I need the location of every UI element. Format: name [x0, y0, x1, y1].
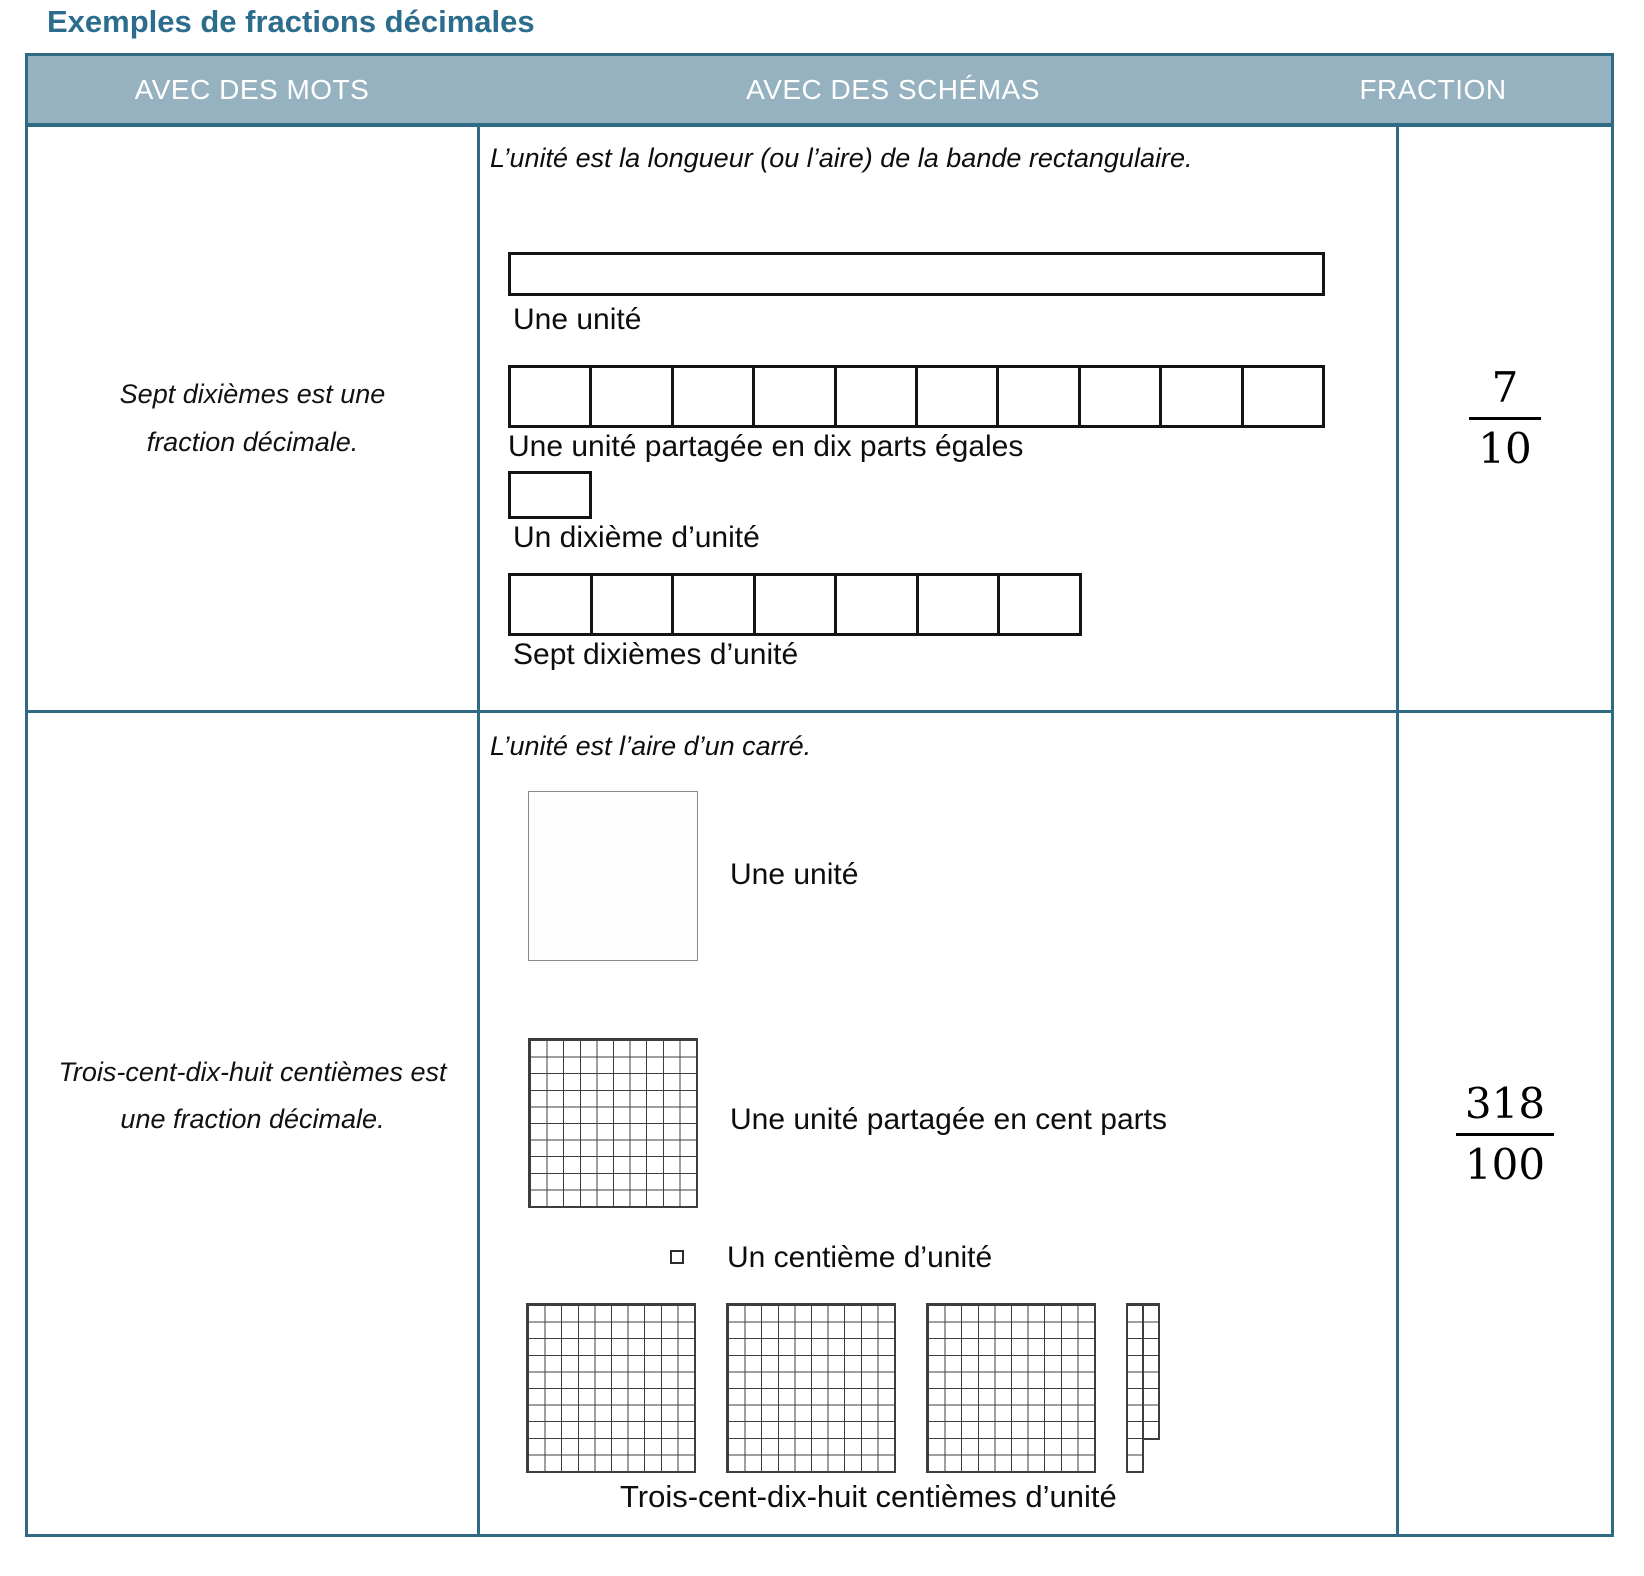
- hundredths-grid: [528, 1038, 698, 1208]
- fraction-bar: [1456, 1133, 1554, 1136]
- bar-cell: [671, 368, 752, 425]
- unit-square: [528, 791, 698, 961]
- bar-cell: [511, 368, 589, 425]
- bar-cell: [834, 368, 915, 425]
- sum-grids-label: Trois-cent-dix-huit centièmes d’unité: [620, 1479, 1117, 1514]
- bar-cell: [1159, 368, 1240, 425]
- bar-cell: [590, 576, 672, 633]
- hundredths-grid-label: Une unité partagée en cent parts: [730, 1103, 1167, 1136]
- fraction-cell-hundredths: [1396, 710, 1611, 1534]
- tenths-bar-label: Une unité partagée en dix parts égales: [508, 430, 1024, 463]
- hundred-grid: [926, 1303, 1096, 1473]
- bar-cell: [671, 576, 753, 633]
- one-tenth-box-label: Un dixième d’unité: [513, 521, 760, 554]
- table-row-tenths: [28, 127, 1611, 710]
- unit-bar-label: Une unité: [513, 303, 642, 336]
- bar-cell: [752, 368, 833, 425]
- hundred-grid: [526, 1303, 696, 1473]
- fraction-numerator: 318: [1464, 1078, 1546, 1128]
- tenths-bar: [508, 365, 1325, 428]
- unit-bar: [508, 252, 1325, 296]
- header-fraction: FRACTION: [1359, 73, 1507, 105]
- bar-cell: [589, 368, 670, 425]
- sum-grids: [526, 1303, 1160, 1473]
- one-hundredth-square: [670, 1250, 684, 1264]
- bar-cell: [997, 576, 1079, 633]
- bar-cell: [996, 368, 1077, 425]
- bar-cell: [916, 576, 998, 633]
- partial-grid: [1126, 1303, 1160, 1473]
- fraction-denominator: 100: [1464, 1140, 1546, 1189]
- table-header-row: [28, 56, 1611, 127]
- bar-cell: [1078, 368, 1159, 425]
- header-with-schemas: AVEC DES SCHÉMAS: [746, 73, 1040, 105]
- table-row-hundredths: [28, 710, 1611, 1534]
- words-text: Sept dixièmes est une fraction décimale.: [119, 379, 386, 457]
- header-with-words: AVEC DES MOTS: [134, 73, 370, 105]
- bar-cell: [834, 576, 916, 633]
- one-tenth-box: [508, 471, 592, 519]
- schema-cell-hundredths: [477, 710, 1396, 1534]
- one-hundredth-square-label: Un centième d’unité: [727, 1241, 993, 1274]
- fraction-numerator: 7: [1491, 362, 1519, 412]
- words-text: Trois-cent-dix-huit centièmes est une fraction décimale.: [58, 1056, 447, 1134]
- bar-cell: [511, 255, 1322, 293]
- fraction-318-hundredths: [1456, 1078, 1554, 1189]
- fraction-cell-tenths: [1396, 127, 1611, 710]
- bar-cell: [511, 576, 590, 633]
- page-title: Exemples de fractions décimales: [47, 4, 535, 39]
- fraction-denominator: 10: [1478, 424, 1532, 473]
- partial-grid-partial-column: [1142, 1303, 1160, 1440]
- fraction-seven-tenths: [1469, 362, 1540, 473]
- schema-caption: L’unité est la longueur (ou l’aire) de la bande rectangulaire.: [490, 143, 1193, 173]
- fractions-table: [25, 53, 1614, 1537]
- unit-square-label: Une unité: [730, 858, 859, 891]
- seven-tenths-bar-label: Sept dixièmes d’unité: [513, 638, 799, 671]
- bar-cell: [1241, 368, 1322, 425]
- seven-tenths-bar: [508, 573, 1082, 636]
- bar-cell: [753, 576, 835, 633]
- bar-cell: [511, 474, 589, 516]
- words-cell-tenths: [28, 127, 477, 710]
- hundred-grid: [726, 1303, 896, 1473]
- words-cell-hundredths: [28, 710, 477, 1534]
- schema-cell-tenths: [477, 127, 1396, 710]
- bar-cell: [915, 368, 996, 425]
- schema-caption: L’unité est l’aire d’un carré.: [490, 731, 812, 761]
- fraction-bar: [1469, 417, 1540, 420]
